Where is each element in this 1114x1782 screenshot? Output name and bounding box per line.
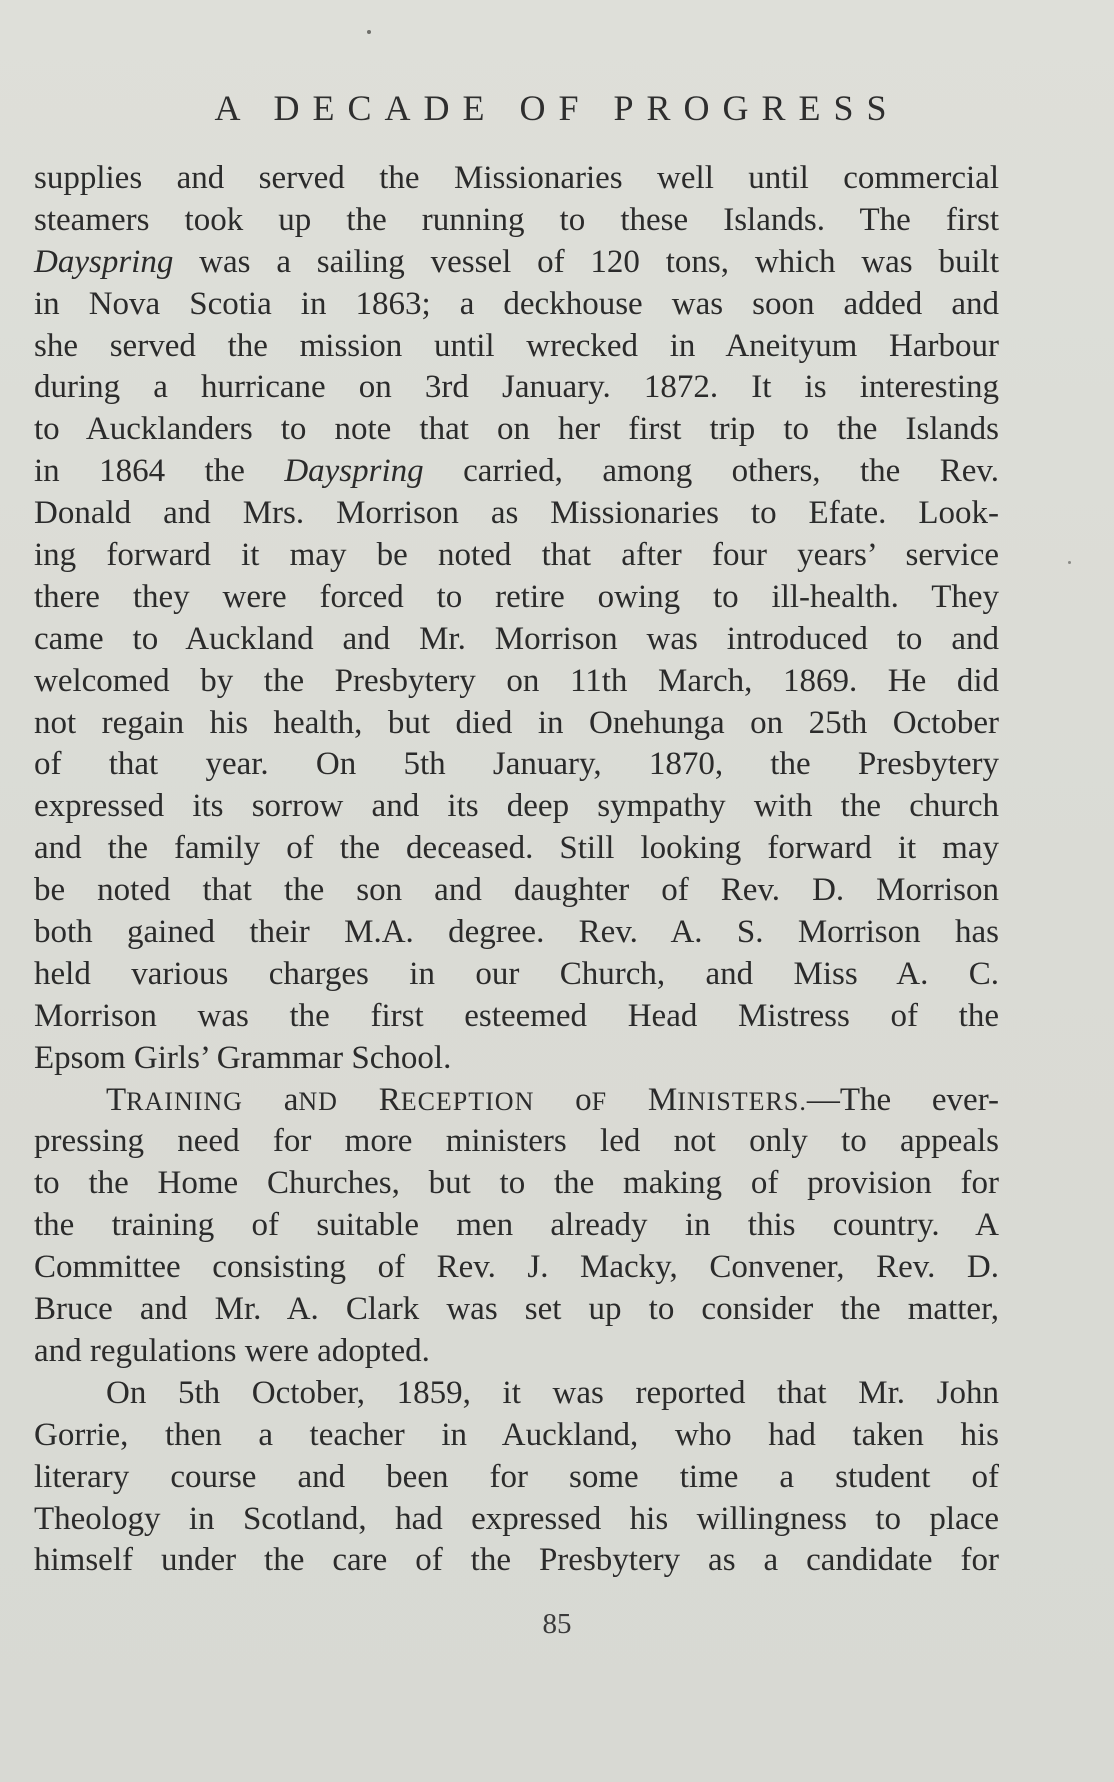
text-line: pressing need for more ministers led not only to appeals (34, 1123, 999, 1160)
small-caps: ECEPTION (400, 1086, 535, 1116)
small-caps: INISTERS. (677, 1086, 807, 1116)
small-caps: ND (298, 1086, 338, 1116)
text-line: be noted that the son and daughter of Rev. D. Morrison (34, 872, 999, 909)
ink-speck (367, 30, 371, 34)
body-text (34, 158, 999, 1582)
text-line: himself under the care of the Presbytery as a candidate for (34, 1542, 999, 1579)
text-line: in Nova Scotia in 1863; a deckhouse was soon added and (34, 285, 999, 322)
text-line: not regain his health, but died in Onehunga on 25th October (34, 704, 999, 741)
text-line: Donald and Mrs. Morrison as Missionaries to Efate. Look- (34, 495, 999, 532)
text-line: Dayspring was a sailing vessel of 120 tons, which was built (34, 243, 999, 280)
text-line: Epsom Girls’ Grammar School. (34, 1039, 452, 1076)
ship-name: Dayspring (34, 243, 174, 280)
ink-speck-margin (1068, 561, 1071, 564)
text-line: and regulations were adopted. (34, 1332, 430, 1369)
text-line: expressed its sorrow and its deep sympathy with the church (34, 788, 999, 825)
text-line: during a hurricane on 3rd January. 1872. It is interesting (34, 369, 999, 406)
text-line: of that year. On 5th January, 1870, the Presbytery (34, 746, 999, 783)
text-line: came to Auckland and Mr. Morrison was introduced to and (34, 620, 999, 657)
text-line: held various charges in our Church, and Miss A. C. (34, 955, 999, 992)
text-line: On 5th October, 1859, it was reported that Mr. John (106, 1374, 999, 1411)
text-line: both gained their M.A. degree. Rev. A. S. Morrison has (34, 914, 999, 951)
text-line: she served the mission until wrecked in Aneityum Harbour (34, 327, 999, 364)
small-caps: F (591, 1086, 608, 1116)
text-line: Theology in Scotland, had expressed his willingness to place (34, 1500, 999, 1537)
running-head: A DECADE OF PROGRESS (214, 88, 900, 128)
text-line: Morrison was the first esteemed Head Mistress of the (34, 997, 999, 1034)
text-line: Committee consisting of Rev. J. Macky, Convener, Rev. D. (34, 1249, 999, 1286)
text-line: Gorrie, then a teacher in Auckland, who had taken his (34, 1416, 999, 1453)
text-line: there they were forced to retire owing to ill-health. They (34, 578, 999, 615)
small-caps: RAINING (126, 1086, 243, 1116)
text-line: and the family of the deceased. Still looking forward it may (34, 830, 999, 867)
text-line: to the Home Churches, but to the making of provision for (34, 1165, 999, 1202)
text-line: welcomed by the Presbytery on 11th March, 1869. He did (34, 662, 999, 699)
text-line: ing forward it may be noted that after four years’ service (34, 537, 999, 574)
page-number: 85 (542, 1608, 572, 1640)
text-line: the training of suitable men already in this country. A (34, 1207, 999, 1244)
section-heading-line: TRAINING aND RECEPTION oF MINISTERS.—The ever- (106, 1081, 1000, 1118)
ship-name: Dayspring (284, 453, 424, 490)
text-line: steamers took up the running to these Islands. The first (34, 201, 999, 238)
text-line: to Aucklanders to note that on her first trip to the Islands (34, 411, 999, 448)
text-line: in 1864 the Dayspring carried, among others, the Rev. (34, 453, 999, 490)
text-line: supplies and served the Missionaries well until commercial (34, 160, 999, 196)
text-line: literary course and been for some time a student of (34, 1458, 999, 1495)
text-line: Bruce and Mr. A. Clark was set up to consider the matter, (34, 1291, 999, 1328)
